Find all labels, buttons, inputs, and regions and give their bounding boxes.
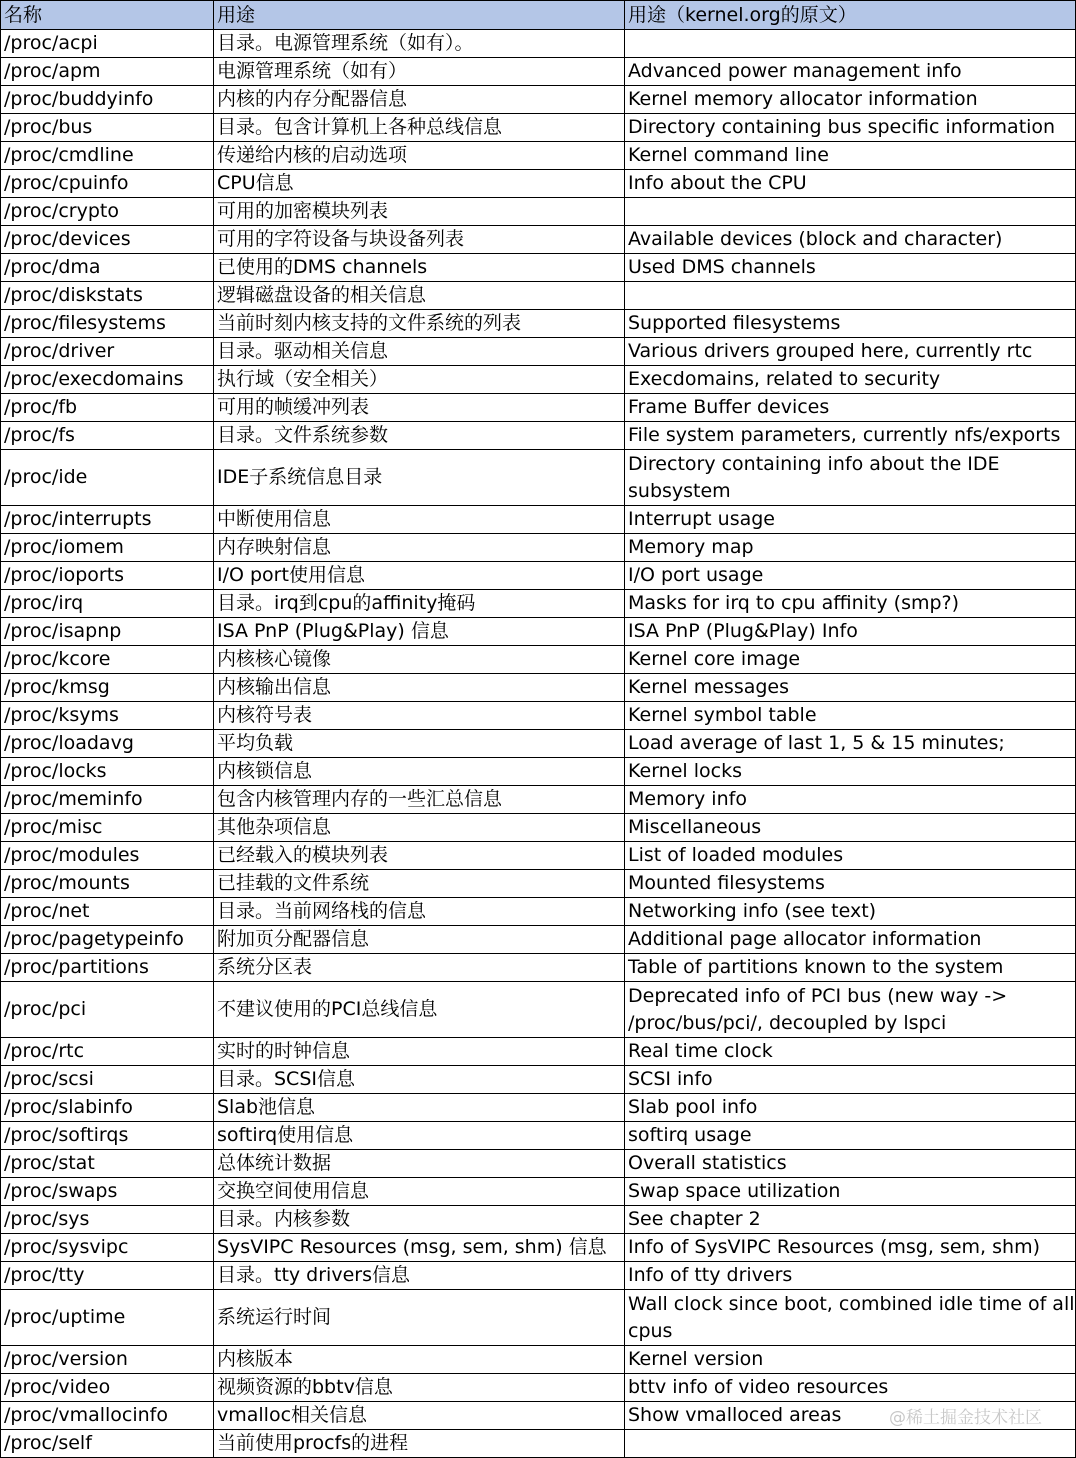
usage-cell: 已挂载的文件系统 [214, 870, 625, 898]
path-cell: /proc/meminfo [1, 786, 214, 814]
usage-cell: 当前使用procfs的进程 [214, 1430, 625, 1458]
usage-original-cell: Swap space utilization [625, 1178, 1076, 1206]
usage-cell: 系统运行时间 [214, 1290, 625, 1346]
path-cell: /proc/filesystems [1, 310, 214, 338]
usage-cell: 内核锁信息 [214, 758, 625, 786]
usage-original-cell: Directory containing info about the IDE subsystem [625, 450, 1076, 506]
usage-cell: 传递给内核的启动选项 [214, 142, 625, 170]
table-row [1, 1262, 1076, 1290]
usage-original-cell: bttv info of video resources [625, 1374, 1076, 1402]
usage-cell: 目录。文件系统参数 [214, 422, 625, 450]
usage-original-cell: Kernel messages [625, 674, 1076, 702]
path-cell: /proc/iomem [1, 534, 214, 562]
usage-cell: 可用的加密模块列表 [214, 198, 625, 226]
table-row [1, 1234, 1076, 1262]
usage-original-cell [625, 198, 1076, 226]
usage-original-cell: Additional page allocator information [625, 926, 1076, 954]
usage-cell: Slab池信息 [214, 1094, 625, 1122]
usage-original-cell: Supported filesystems [625, 310, 1076, 338]
usage-cell: 视频资源的bbtv信息 [214, 1374, 625, 1402]
table-row [1, 1094, 1076, 1122]
table-row [1, 1374, 1076, 1402]
table-row [1, 254, 1076, 282]
usage-original-cell: Used DMS channels [625, 254, 1076, 282]
table-row [1, 366, 1076, 394]
path-cell: /proc/cpuinfo [1, 170, 214, 198]
path-cell: /proc/ide [1, 450, 214, 506]
usage-cell: 可用的帧缓冲列表 [214, 394, 625, 422]
path-cell: /proc/video [1, 1374, 214, 1402]
usage-original-cell: Frame Buffer devices [625, 394, 1076, 422]
header-usage: 用途 [214, 1, 625, 30]
usage-cell: 内核的内存分配器信息 [214, 86, 625, 114]
path-cell: /proc/driver [1, 338, 214, 366]
path-cell: /proc/irq [1, 590, 214, 618]
usage-original-cell: Slab pool info [625, 1094, 1076, 1122]
path-cell: /proc/acpi [1, 30, 214, 58]
table-row [1, 30, 1076, 58]
usage-original-cell [625, 1430, 1076, 1458]
table-row [1, 618, 1076, 646]
path-cell: /proc/fb [1, 394, 214, 422]
path-cell: /proc/scsi [1, 1066, 214, 1094]
path-cell: /proc/softirqs [1, 1122, 214, 1150]
usage-original-cell: List of loaded modules [625, 842, 1076, 870]
table-row [1, 534, 1076, 562]
table-row [1, 562, 1076, 590]
path-cell: /proc/buddyinfo [1, 86, 214, 114]
usage-original-cell: Info of tty drivers [625, 1262, 1076, 1290]
path-cell: /proc/interrupts [1, 506, 214, 534]
path-cell: /proc/execdomains [1, 366, 214, 394]
usage-original-cell: Deprecated info of PCI bus (new way -> /proc/bus/pci/, decoupled by lspci [625, 982, 1076, 1038]
table-row [1, 170, 1076, 198]
table-row [1, 590, 1076, 618]
usage-original-cell: Directory containing bus specific information [625, 114, 1076, 142]
usage-cell: 其他杂项信息 [214, 814, 625, 842]
usage-cell: 当前时刻内核支持的文件系统的列表 [214, 310, 625, 338]
path-cell: /proc/ioports [1, 562, 214, 590]
usage-original-cell: See chapter 2 [625, 1206, 1076, 1234]
table-row [1, 338, 1076, 366]
usage-cell: 目录。当前网络栈的信息 [214, 898, 625, 926]
usage-original-cell: SCSI info [625, 1066, 1076, 1094]
usage-original-cell: Kernel locks [625, 758, 1076, 786]
path-cell: /proc/sysvipc [1, 1234, 214, 1262]
path-cell: /proc/pagetypeinfo [1, 926, 214, 954]
header-row [1, 1, 1076, 30]
usage-cell: 可用的字符设备与块设备列表 [214, 226, 625, 254]
path-cell: /proc/loadavg [1, 730, 214, 758]
path-cell: /proc/kcore [1, 646, 214, 674]
table-row [1, 786, 1076, 814]
usage-original-cell: Execdomains, related to security [625, 366, 1076, 394]
usage-original-cell: Advanced power management info [625, 58, 1076, 86]
usage-original-cell: Info about the CPU [625, 170, 1076, 198]
usage-original-cell: Interrupt usage [625, 506, 1076, 534]
usage-original-cell: ISA PnP (Plug&Play) Info [625, 618, 1076, 646]
table-row [1, 310, 1076, 338]
table-row [1, 758, 1076, 786]
path-cell: /proc/stat [1, 1150, 214, 1178]
usage-original-cell: I/O port usage [625, 562, 1076, 590]
usage-original-cell: File system parameters, currently nfs/exports [625, 422, 1076, 450]
path-cell: /proc/fs [1, 422, 214, 450]
usage-cell: 已使用的DMS channels [214, 254, 625, 282]
table-row [1, 842, 1076, 870]
path-cell: /proc/kmsg [1, 674, 214, 702]
path-cell: /proc/cmdline [1, 142, 214, 170]
usage-cell: 内存映射信息 [214, 534, 625, 562]
usage-cell: 内核核心镜像 [214, 646, 625, 674]
path-cell: /proc/misc [1, 814, 214, 842]
table-body [1, 30, 1076, 1458]
path-cell: /proc/mounts [1, 870, 214, 898]
table-row [1, 394, 1076, 422]
table-row [1, 730, 1076, 758]
path-cell: /proc/apm [1, 58, 214, 86]
usage-cell: 内核输出信息 [214, 674, 625, 702]
usage-cell: 目录。电源管理系统（如有）。 [214, 30, 625, 58]
usage-original-cell: softirq usage [625, 1122, 1076, 1150]
usage-original-cell: Kernel command line [625, 142, 1076, 170]
path-cell: /proc/tty [1, 1262, 214, 1290]
header-name: 名称 [1, 1, 214, 30]
usage-original-cell [625, 30, 1076, 58]
table-row [1, 1206, 1076, 1234]
usage-original-cell: Kernel memory allocator information [625, 86, 1076, 114]
table-row [1, 646, 1076, 674]
usage-original-cell: Memory info [625, 786, 1076, 814]
usage-cell: 系统分区表 [214, 954, 625, 982]
usage-original-cell: Real time clock [625, 1038, 1076, 1066]
path-cell: /proc/net [1, 898, 214, 926]
path-cell: /proc/ksyms [1, 702, 214, 730]
usage-cell: I/O port使用信息 [214, 562, 625, 590]
usage-original-cell: Available devices (block and character) [625, 226, 1076, 254]
path-cell: /proc/partitions [1, 954, 214, 982]
usage-original-cell: Kernel symbol table [625, 702, 1076, 730]
usage-original-cell: Miscellaneous [625, 814, 1076, 842]
table-row [1, 1038, 1076, 1066]
table-row [1, 1290, 1076, 1346]
table-row [1, 982, 1076, 1038]
table-row [1, 226, 1076, 254]
table-row [1, 1430, 1076, 1458]
header-usage-original: 用途（kernel.org的原文） [625, 1, 1076, 30]
usage-cell: vmalloc相关信息 [214, 1402, 625, 1430]
path-cell: /proc/version [1, 1346, 214, 1374]
usage-original-cell: Info of SysVIPC Resources (msg, sem, shm) [625, 1234, 1076, 1262]
usage-original-cell: Mounted filesystems [625, 870, 1076, 898]
usage-cell: 已经载入的模块列表 [214, 842, 625, 870]
usage-cell: 包含内核管理内存的一些汇总信息 [214, 786, 625, 814]
usage-cell: 附加页分配器信息 [214, 926, 625, 954]
usage-original-cell: Overall statistics [625, 1150, 1076, 1178]
table-row [1, 954, 1076, 982]
path-cell: /proc/pci [1, 982, 214, 1038]
path-cell: /proc/isapnp [1, 618, 214, 646]
usage-original-cell: Table of partitions known to the system [625, 954, 1076, 982]
table-row [1, 1122, 1076, 1150]
path-cell: /proc/slabinfo [1, 1094, 214, 1122]
path-cell: /proc/diskstats [1, 282, 214, 310]
usage-cell: 中断使用信息 [214, 506, 625, 534]
usage-cell: 目录。包含计算机上各种总线信息 [214, 114, 625, 142]
path-cell: /proc/sys [1, 1206, 214, 1234]
table-row [1, 58, 1076, 86]
usage-cell: IDE子系统信息目录 [214, 450, 625, 506]
path-cell: /proc/swaps [1, 1178, 214, 1206]
table-row [1, 422, 1076, 450]
table-row [1, 198, 1076, 226]
usage-cell: 目录。irq到cpu的affinity掩码 [214, 590, 625, 618]
usage-original-cell: Networking info (see text) [625, 898, 1076, 926]
usage-cell: 目录。SCSI信息 [214, 1066, 625, 1094]
usage-cell: 实时的时钟信息 [214, 1038, 625, 1066]
usage-cell: 内核符号表 [214, 702, 625, 730]
table-row [1, 1346, 1076, 1374]
table-row [1, 702, 1076, 730]
table-row [1, 1066, 1076, 1094]
usage-original-cell: Masks for irq to cpu affinity (smp?) [625, 590, 1076, 618]
watermark: @稀土掘金技术社区 [889, 1408, 1042, 1428]
usage-original-cell [625, 282, 1076, 310]
usage-cell: 不建议使用的PCI总线信息 [214, 982, 625, 1038]
table-row [1, 142, 1076, 170]
table-row [1, 86, 1076, 114]
usage-cell: softirq使用信息 [214, 1122, 625, 1150]
usage-cell: 总体统计数据 [214, 1150, 625, 1178]
path-cell: /proc/vmallocinfo [1, 1402, 214, 1430]
usage-original-cell: Kernel core image [625, 646, 1076, 674]
table-row [1, 282, 1076, 310]
table-row [1, 450, 1076, 506]
table-row [1, 898, 1076, 926]
table-row [1, 1178, 1076, 1206]
path-cell: /proc/modules [1, 842, 214, 870]
table-row [1, 926, 1076, 954]
table-row [1, 674, 1076, 702]
path-cell: /proc/locks [1, 758, 214, 786]
usage-cell: 目录。tty drivers信息 [214, 1262, 625, 1290]
path-cell: /proc/uptime [1, 1290, 214, 1346]
usage-cell: CPU信息 [214, 170, 625, 198]
usage-cell: 逻辑磁盘设备的相关信息 [214, 282, 625, 310]
usage-cell: 目录。内核参数 [214, 1206, 625, 1234]
usage-cell: 交换空间使用信息 [214, 1178, 625, 1206]
usage-original-cell: Memory map [625, 534, 1076, 562]
usage-cell: SysVIPC Resources (msg, sem, shm) 信息 [214, 1234, 625, 1262]
table-row [1, 1150, 1076, 1178]
usage-original-cell: Show vmalloced areas [625, 1402, 1076, 1430]
table-row [1, 870, 1076, 898]
path-cell: /proc/devices [1, 226, 214, 254]
table-row [1, 114, 1076, 142]
usage-original-cell: Kernel version [625, 1346, 1076, 1374]
path-cell: /proc/crypto [1, 198, 214, 226]
table-row [1, 506, 1076, 534]
usage-cell: 执行域（安全相关） [214, 366, 625, 394]
path-cell: /proc/dma [1, 254, 214, 282]
table-row [1, 814, 1076, 842]
usage-cell: 目录。驱动相关信息 [214, 338, 625, 366]
usage-original-cell: Wall clock since boot, combined idle time of all cpus [625, 1290, 1076, 1346]
usage-cell: ISA PnP (Plug&Play) 信息 [214, 618, 625, 646]
usage-original-cell: Various drivers grouped here, currently rtc [625, 338, 1076, 366]
usage-cell: 电源管理系统（如有） [214, 58, 625, 86]
path-cell: /proc/rtc [1, 1038, 214, 1066]
usage-original-cell: Load average of last 1, 5 & 15 minutes; [625, 730, 1076, 758]
path-cell: /proc/self [1, 1430, 214, 1458]
usage-cell: 平均负载 [214, 730, 625, 758]
path-cell: /proc/bus [1, 114, 214, 142]
usage-cell: 内核版本 [214, 1346, 625, 1374]
